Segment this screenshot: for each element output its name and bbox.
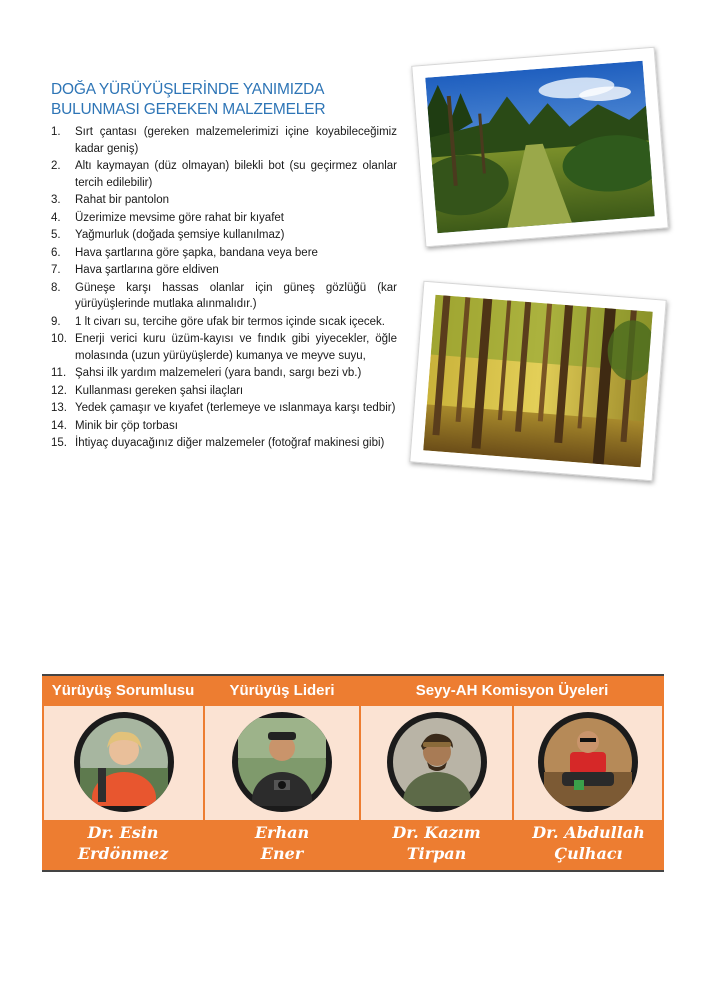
header-walk-leader: Yürüyüş Lideri [229,682,335,699]
equipment-list [51,124,397,453]
member-photo [393,718,481,806]
item-number: 10. [51,333,67,345]
list-item [51,365,397,382]
list-item [51,314,397,331]
list-item [51,435,397,452]
member-photo [80,718,168,806]
list-item [51,331,397,364]
item-text: İhtiyaç duyacağınız diğer malzemeler (fotoğraf makinesi gibi) [75,437,385,449]
item-text: Kullanması gereken şahsi ilaçları [75,384,244,397]
title-line-2: BULUNMASI GEREKEN MALZEMELER [51,101,326,118]
list-item [51,245,397,262]
item-text: Üzerimize mevsime göre rahat bir kıyafet [75,211,284,224]
list-item [51,418,397,435]
title-line-1: DOĞA YÜRÜYÜŞLERİNDE YANIMIZDA [51,81,325,98]
list-item [51,383,397,400]
item-number: 6. [51,246,61,259]
member-photo [238,718,326,806]
member-photo-cell [514,706,662,820]
list-item [51,262,397,279]
member-photo-cell [205,706,359,820]
pine-forest-image [423,295,653,468]
avatar [538,712,638,812]
header-committee-members: Seyy-AH Komisyon Üyeleri [415,682,609,699]
item-number: 7. [51,264,61,276]
item-number: 9. [51,315,61,328]
avatar [74,712,174,812]
member-name: Dr. Esin Erdönmez [77,823,169,863]
member-photo-cell [44,706,203,820]
item-number: 15. [51,437,67,449]
avatar [387,712,487,812]
item-text: Enerji verici kuru üzüm-kayısı ve fındık gibi yiyecekler, öğle molasında (uzun yürüyüşlerde) kumanya ve meyve suyu, [75,333,397,362]
item-text: Altı kaymayan (düz olmayan) bilekli bot (su geçirmez olanlar tercih edilebilir) [75,160,397,189]
pine-forest-photo [409,281,667,482]
list-item [51,227,397,244]
list-item [51,210,397,227]
item-number: 1. [51,126,61,138]
item-text: Sırt çantası (gereken malzemelerimizi içine koyabileceğimiz kadar geniş) [75,126,397,155]
item-text: Güneşe karşı hassas olanlar için güneş gözlüğü (kar yürüyüşlerinde mutlaka alınmalıdır.) [75,281,397,310]
list-item [51,280,397,313]
list-item [51,158,397,191]
header-walk-responsible: Yürüyüş Sorumlusu [51,682,195,699]
item-number: 11. [51,367,67,379]
item-text: Hava şartlarına göre eldiven [75,264,219,276]
item-text: 1 lt civarı su, tercihe göre ufak bir termos içinde sıcak içecek. [75,315,385,328]
forest-path-image [425,61,655,234]
member-photo-cell [361,706,512,820]
list-item [51,400,397,417]
avatar [232,712,332,812]
item-number: 12. [51,384,67,397]
team-table [42,674,664,872]
page-title [51,80,391,120]
item-number: 14. [51,419,67,432]
member-photo [544,718,632,806]
item-text: Şahsi ilk yardım malzemeleri (yara bandı, sargı bezi vb.) [75,367,362,379]
member-name: Erhan Ener [254,823,310,863]
member-name: Dr. Kazım Tirpan [392,823,481,863]
item-number: 4. [51,211,61,224]
list-item [51,124,397,157]
member-name: Dr. Abdullah Çulhacı [532,823,645,863]
item-number: 8. [51,281,61,294]
item-number: 13. [51,402,67,414]
item-text: Minik bir çöp torbası [75,419,178,432]
item-text: Rahat bir pantolon [75,194,169,206]
item-number: 3. [51,194,61,206]
forest-path-photo [411,47,669,248]
item-number: 2. [51,160,61,172]
item-text: Hava şartlarına göre şapka, bandana veya bere [75,246,318,259]
item-number: 5. [51,229,61,241]
item-text: Yağmurluk (doğada şemsiye kullanılmaz) [75,229,285,241]
list-item [51,192,397,209]
item-text: Yedek çamaşır ve kıyafet (terlemeye ve ıslanmaya karşı tedbir) [75,402,396,414]
